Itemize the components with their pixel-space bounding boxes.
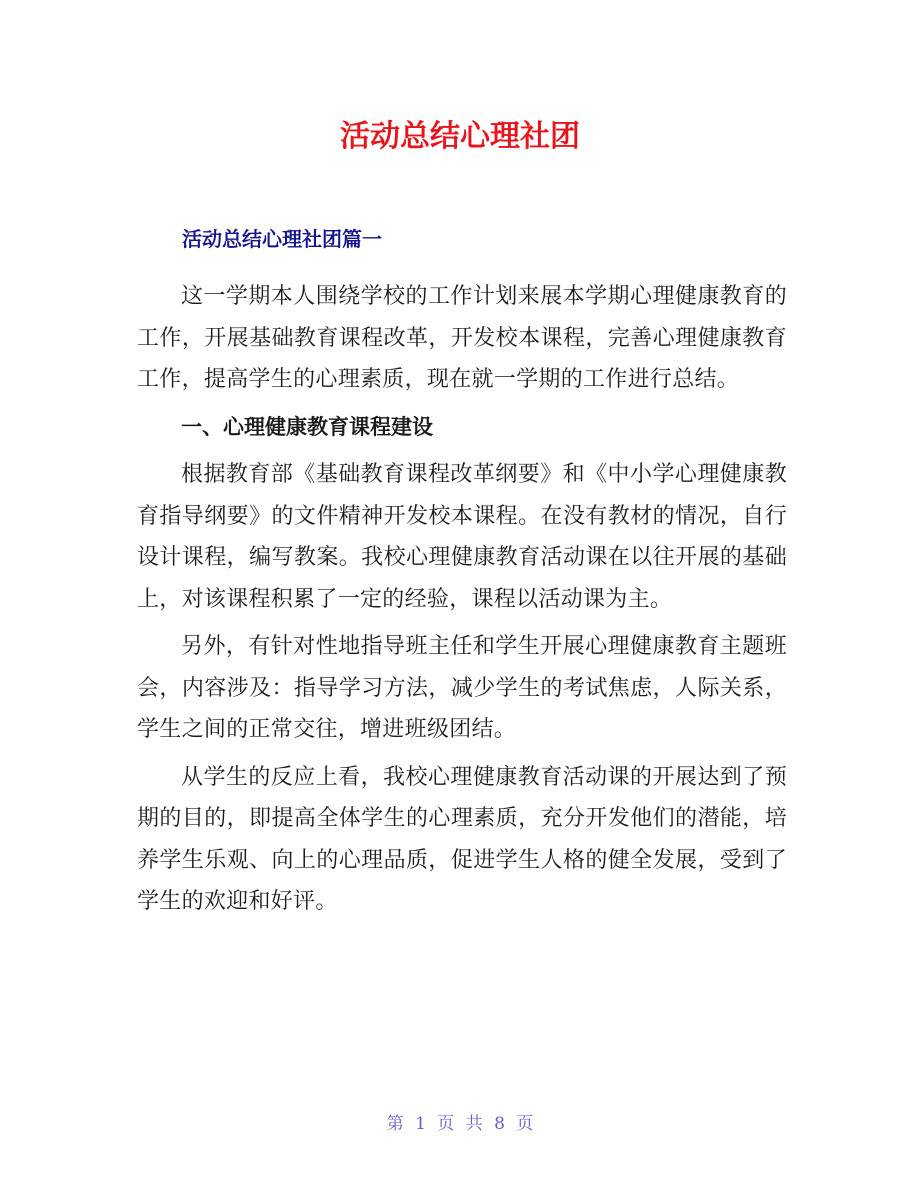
document-title: 活动总结心理社团 bbox=[340, 119, 580, 154]
paragraph-class-meetings: 另外，有针对性地指导班主任和学生开展心理健康教育主题班会，内容涉及：指导学习方法，减少学生的考试焦虑，人际关系，学生之间的正常交往，增进班级团结。 bbox=[137, 634, 787, 742]
page-number-footer: 第 1 页 共 8 页 bbox=[386, 1114, 534, 1134]
document-body bbox=[137, 276, 787, 923]
heading-curriculum: 一、心理健康教育课程建设 bbox=[181, 414, 433, 439]
section-title: 活动总结心理社团篇一 bbox=[182, 227, 382, 251]
paragraph-curriculum: 根据教育部《基础教育课程改革纲要》和《中小学心理健康教育指导纲要》的文件精神开发校本课程。在没有教材的情况，自行设计课程，编写教案。我校心理健康教育活动课在以往开展的基础上，对该课程积累了一定的经验，课程以活动课为主。 bbox=[137, 462, 787, 612]
paragraph-results: 从学生的反应上看，我校心理健康教育活动课的开展达到了预期的目的，即提高全体学生的心理素质，充分开发他们的潜能，培养学生乐观、向上的心理品质，促进学生人格的健全发展，受到了学生的欢迎和好评。 bbox=[137, 764, 787, 914]
paragraph-intro: 这一学期本人围绕学校的工作计划来展本学期心理健康教育的工作，开展基础教育课程改革，开发校本课程，完善心理健康教育工作，提高学生的心理素质，现在就一学期的工作进行总结。 bbox=[137, 284, 787, 392]
